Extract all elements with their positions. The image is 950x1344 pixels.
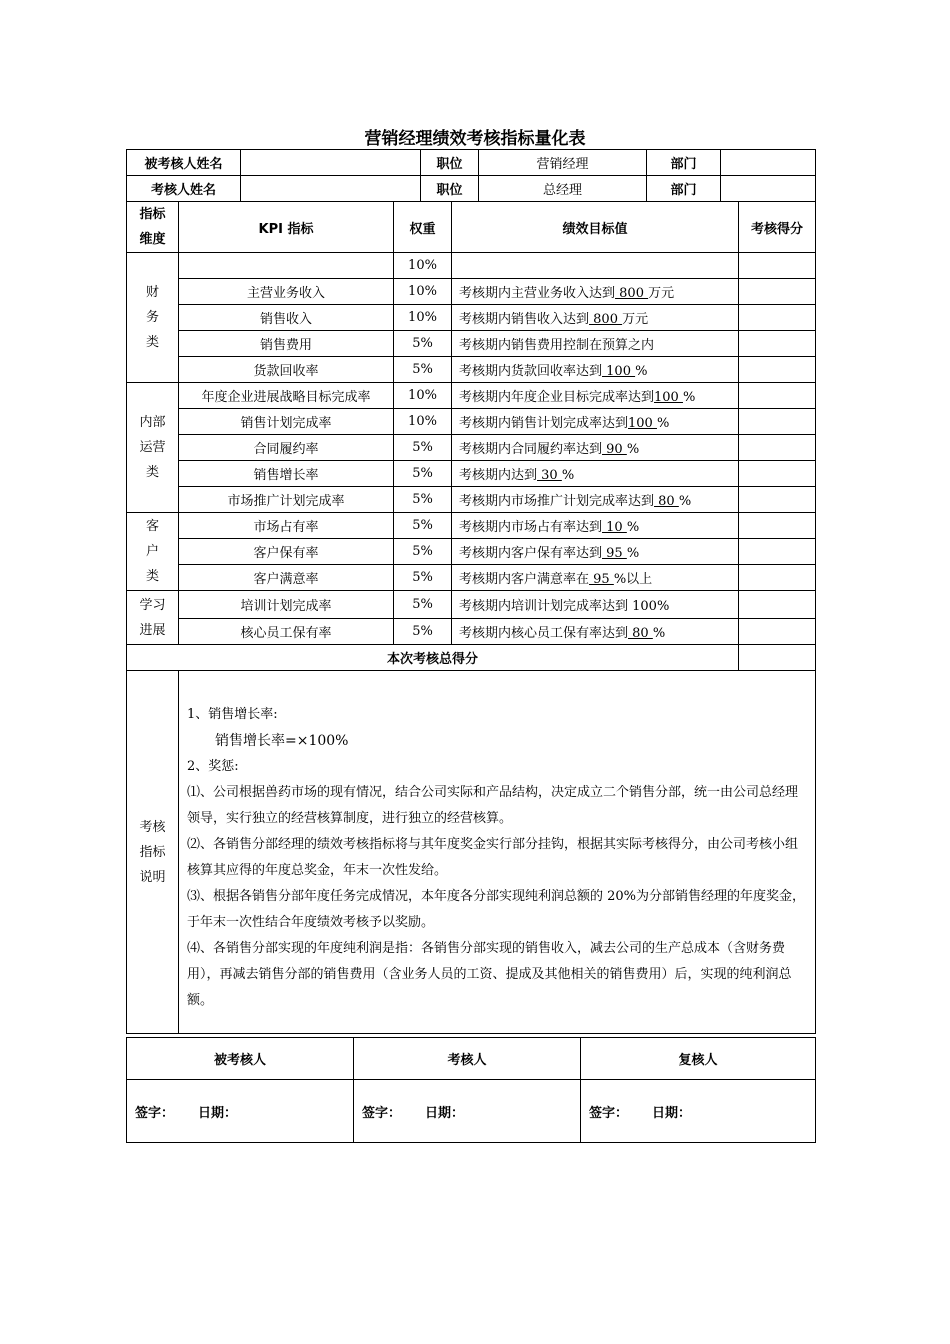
- kpi-name: 销售费用: [179, 331, 394, 357]
- kpi-score-cell[interactable]: [739, 409, 816, 435]
- col-header-weight: 权重: [394, 202, 452, 253]
- position-label: 职位: [421, 176, 479, 202]
- kpi-target: 考核期内主营业务收入达到 800 万元: [452, 279, 739, 305]
- kpi-name: 主营业务收入: [179, 279, 394, 305]
- kpi-score-cell[interactable]: [739, 539, 816, 565]
- kpi-name: 合同履约率: [179, 435, 394, 461]
- dept-label: 部门: [647, 176, 721, 202]
- kpi-name: 市场推广计划完成率: [179, 487, 394, 513]
- examinee-signature-cell[interactable]: [127, 1080, 354, 1143]
- reviewer-heading: 复核人: [581, 1038, 816, 1080]
- header-table: [126, 149, 816, 202]
- kpi-name: [179, 253, 394, 279]
- reviewer-signature-cell[interactable]: [581, 1080, 816, 1143]
- kpi-target: 考核期内市场占有率达到 10 %: [452, 513, 739, 539]
- page-title: 营销经理绩效考核指标量化表: [364, 129, 586, 149]
- kpi-score-cell[interactable]: [739, 619, 816, 645]
- sign-label: 签字：: [362, 1105, 402, 1121]
- notes-paragraph: ⑵、各销售分部经理的绩效考核指标将与其年度奖金实行部分挂钩，根据其实际考核得分，由公司考核小组核算其应得的年度总奖金，年末一次性发给。: [187, 837, 799, 878]
- kpi-target: 考核期内货款回收率达到 100 %: [452, 357, 739, 383]
- notes-line: 2、奖惩:: [187, 759, 239, 774]
- kpi-weight: 10%: [394, 409, 452, 435]
- kpi-name: 培训计划完成率: [179, 591, 394, 619]
- category-learning: 学习进展: [127, 591, 179, 645]
- kpi-name: 客户满意率: [179, 565, 394, 591]
- notes-paragraph: ⑷、各销售分部实现的年度纯利润是指：各销售分部实现的销售收入，减去公司的生产总成本（含财务费用），再减去销售分部的销售费用（含业务人员的工资、提成及其他相关的销售费用）后，实现的纯利润总额。: [187, 941, 792, 1008]
- total-score-label: 本次考核总得分: [127, 645, 739, 671]
- signoff-table: [126, 1037, 816, 1143]
- date-label: 日期：: [198, 1105, 238, 1121]
- examiner-dept-field[interactable]: [721, 176, 816, 202]
- category-operations: 内部运营类: [127, 383, 179, 513]
- kpi-score-cell[interactable]: [739, 279, 816, 305]
- col-header-dimension: 指标维度: [127, 202, 179, 253]
- kpi-name: 货款回收率: [179, 357, 394, 383]
- kpi-weight: 10%: [394, 383, 452, 409]
- kpi-name: 年度企业进展战略目标完成率: [179, 383, 394, 409]
- kpi-weight: 5%: [394, 461, 452, 487]
- kpi-score-cell[interactable]: [739, 357, 816, 383]
- kpi-target: 考核期内年度企业目标完成率达到100 %: [452, 383, 739, 409]
- kpi-name: 销售增长率: [179, 461, 394, 487]
- kpi-name: 市场占有率: [179, 513, 394, 539]
- kpi-target: 考核期内销售收入达到 800 万元: [452, 305, 739, 331]
- kpi-score-cell[interactable]: [739, 591, 816, 619]
- kpi-target: [452, 253, 739, 279]
- kpi-weight: 5%: [394, 435, 452, 461]
- col-header-target: 绩效目标值: [452, 202, 739, 253]
- kpi-target: 考核期内达到 30 %: [452, 461, 739, 487]
- sign-label: 签字：: [589, 1105, 629, 1121]
- position-label: 职位: [421, 150, 479, 176]
- examinee-dept-field[interactable]: [721, 150, 816, 176]
- examiner-name-label: 考核人姓名: [127, 176, 241, 202]
- kpi-target: 考核期内市场推广计划完成率达到 80 %: [452, 487, 739, 513]
- kpi-weight: 5%: [394, 591, 452, 619]
- kpi-target: 考核期内销售计划完成率达到100 %: [452, 409, 739, 435]
- kpi-score-cell[interactable]: [739, 565, 816, 591]
- kpi-score-cell[interactable]: [739, 305, 816, 331]
- kpi-weight: 5%: [394, 513, 452, 539]
- kpi-target: 考核期内销售费用控制在预算之内: [452, 331, 739, 357]
- kpi-name: 销售收入: [179, 305, 394, 331]
- examinee-position: 营销经理: [479, 150, 647, 176]
- examinee-name-label: 被考核人姓名: [127, 150, 241, 176]
- kpi-target: 考核期内培训计划完成率达到 100%: [452, 591, 739, 619]
- kpi-target: 考核期内合同履约率达到 90 %: [452, 435, 739, 461]
- kpi-target: 考核期内客户保有率达到 95 %: [452, 539, 739, 565]
- kpi-name: 销售计划完成率: [179, 409, 394, 435]
- kpi-score-cell[interactable]: [739, 383, 816, 409]
- kpi-score-cell[interactable]: [739, 461, 816, 487]
- dept-label: 部门: [647, 150, 721, 176]
- kpi-weight: 10%: [394, 279, 452, 305]
- kpi-weight: 5%: [394, 539, 452, 565]
- notes-paragraph: ⑶、根据各销售分部年度任务完成情况，本年度各分部实现纯利润总额的 20%为分部销售经理的年度奖金，于年末一次性结合年度绩效考核予以奖励。: [187, 889, 806, 930]
- kpi-weight: 10%: [394, 305, 452, 331]
- kpi-table: [126, 201, 816, 1034]
- kpi-weight: 5%: [394, 331, 452, 357]
- kpi-weight: 10%: [394, 253, 452, 279]
- examinee-heading: 被考核人: [127, 1038, 354, 1080]
- kpi-score-cell[interactable]: [739, 435, 816, 461]
- col-header-kpi: KPI 指标: [179, 202, 394, 253]
- category-customer: 客户类: [127, 513, 179, 591]
- examiner-name-field[interactable]: [241, 176, 421, 202]
- examiner-signature-cell[interactable]: [354, 1080, 581, 1143]
- col-header-score: 考核得分: [739, 202, 816, 253]
- kpi-name: 核心员工保有率: [179, 619, 394, 645]
- kpi-name: 客户保有率: [179, 539, 394, 565]
- kpi-weight: 5%: [394, 619, 452, 645]
- notes-label: 考核指标说明: [127, 671, 179, 1034]
- kpi-weight: 5%: [394, 487, 452, 513]
- total-score-cell[interactable]: [739, 645, 816, 671]
- date-label: 日期：: [652, 1105, 692, 1121]
- examiner-heading: 考核人: [354, 1038, 581, 1080]
- kpi-score-cell[interactable]: [739, 513, 816, 539]
- notes-line: 1、销售增长率:: [187, 707, 278, 722]
- kpi-target: 考核期内核心员工保有率达到 80 %: [452, 619, 739, 645]
- kpi-score-cell[interactable]: [739, 331, 816, 357]
- notes-formula: 销售增长率=×100%: [215, 733, 349, 749]
- sign-label: 签字：: [135, 1105, 175, 1121]
- notes-body: [179, 671, 816, 1034]
- kpi-target: 考核期内客户满意率在 95 %以上: [452, 565, 739, 591]
- kpi-weight: 5%: [394, 357, 452, 383]
- kpi-weight: 5%: [394, 565, 452, 591]
- kpi-score-cell[interactable]: [739, 253, 816, 279]
- examinee-name-field[interactable]: [241, 150, 421, 176]
- category-finance: 财务类: [127, 253, 179, 383]
- kpi-score-cell[interactable]: [739, 487, 816, 513]
- date-label: 日期：: [425, 1105, 465, 1121]
- notes-paragraph: ⑴、公司根据兽药市场的现有情况，结合公司实际和产品结构，决定成立二个销售分部，统一由公司总经理领导，实行独立的经营核算制度，进行独立的经营核算。: [187, 785, 799, 826]
- examiner-position: 总经理: [479, 176, 647, 202]
